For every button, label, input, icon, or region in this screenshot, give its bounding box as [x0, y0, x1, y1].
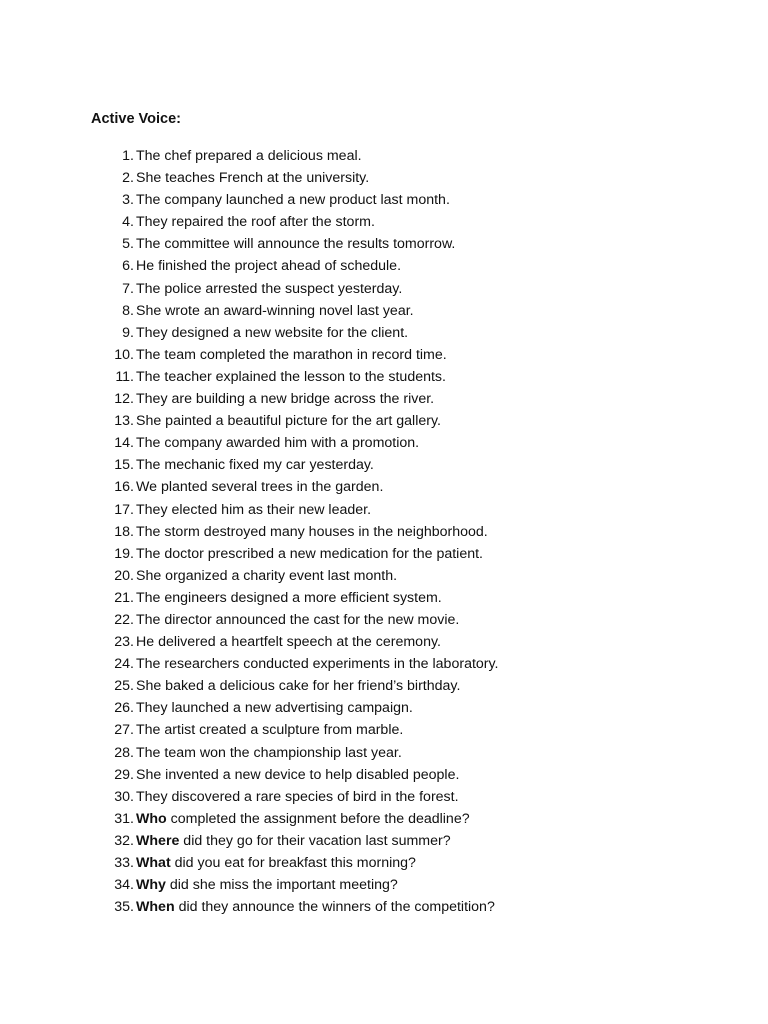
item-number: 32. — [114, 832, 134, 849]
item-sentence — [136, 521, 488, 543]
item-sentence — [136, 786, 459, 808]
item-number: 12. — [114, 391, 134, 408]
sentence-text: She painted a beautiful picture for the art gallery. — [136, 413, 441, 430]
item-sentence — [136, 344, 447, 366]
item-sentence — [136, 830, 451, 852]
item-sentence — [136, 543, 483, 565]
item-sentence — [136, 742, 402, 764]
question-word: What — [136, 855, 171, 871]
sentence-text: The company launched a new product last month. — [136, 192, 450, 209]
item-sentence — [136, 278, 402, 300]
item-sentence — [136, 874, 398, 896]
item-number: 23. — [114, 634, 134, 651]
item-number: 25. — [114, 678, 134, 695]
item-sentence — [136, 808, 470, 830]
sentence-text: They are building a new bridge across the river. — [136, 391, 435, 408]
item-number: 15. — [114, 457, 134, 474]
item-sentence — [136, 145, 362, 167]
item-number: 17. — [114, 501, 134, 518]
item-number: 21. — [114, 589, 134, 606]
sentence-text: The committee will announce the results tomorrow. — [136, 236, 456, 253]
item-sentence — [136, 167, 369, 189]
sentence-text: The chef prepared a delicious meal. — [136, 148, 362, 164]
item-sentence — [136, 388, 434, 410]
item-number: 26. — [114, 700, 134, 717]
sentence-text: The teacher explained the lesson to the students. — [136, 368, 446, 385]
item-number: 29. — [114, 766, 134, 783]
item-sentence — [136, 896, 495, 918]
sentence-text: He delivered a heartfelt speech at the ceremony. — [136, 634, 441, 651]
item-sentence — [136, 476, 383, 498]
section-heading: Active Voice: — [91, 111, 181, 127]
sentence-text: They repaired the roof after the storm. — [136, 214, 375, 231]
item-sentence — [136, 764, 459, 786]
item-number: 24. — [114, 656, 134, 673]
question-word: Where — [136, 832, 180, 849]
sentence-text: She organized a charity event last month. — [136, 567, 398, 584]
item-number: 2. — [122, 170, 134, 187]
sentence-text: She wrote an award-winning novel last year. — [136, 302, 414, 319]
sentence-text: completed the assignment before the deadline? — [166, 810, 470, 827]
item-sentence — [136, 300, 414, 322]
sentence-text: The team completed the marathon in record time. — [136, 346, 447, 363]
item-number: 5. — [122, 236, 134, 253]
item-number: 14. — [114, 435, 134, 452]
item-number: 35. — [114, 899, 134, 916]
item-sentence — [136, 697, 413, 719]
item-number: 19. — [114, 545, 134, 562]
item-sentence — [136, 565, 397, 587]
item-sentence — [136, 653, 499, 675]
sentence-text: The researchers conducted experiments in the laboratory. — [136, 656, 499, 673]
item-number: 7. — [122, 280, 134, 297]
question-word: When — [136, 899, 175, 916]
item-number: 16. — [114, 479, 134, 496]
item-sentence — [136, 609, 459, 631]
sentence-text: The police arrested the suspect yesterday. — [136, 280, 403, 297]
item-number: 18. — [114, 523, 134, 540]
item-number: 27. — [114, 722, 134, 739]
item-number: 31. — [114, 810, 134, 827]
sentence-text: The director announced the cast for the new movie. — [136, 611, 460, 628]
item-sentence — [136, 189, 450, 211]
sentence-text: She invented a new device to help disabled people. — [136, 766, 460, 783]
item-sentence — [136, 454, 374, 476]
sentence-text: The doctor prescribed a new medication for the patient. — [136, 545, 483, 562]
item-number: 20. — [114, 567, 134, 584]
item-sentence — [136, 587, 442, 609]
sentence-text: He finished the project ahead of schedule. — [136, 258, 402, 275]
item-number: 11. — [115, 368, 134, 385]
item-number: 34. — [114, 877, 134, 894]
item-number: 28. — [114, 744, 134, 761]
item-sentence — [136, 432, 419, 454]
question-word: Who — [136, 810, 167, 827]
sentence-text: They launched a new advertising campaign. — [136, 700, 413, 717]
item-sentence — [136, 366, 446, 388]
sentence-text: We planted several trees in the garden. — [136, 479, 384, 496]
sentence-text: The team won the championship last year. — [136, 744, 402, 761]
item-number: 4. — [122, 214, 134, 231]
item-sentence — [136, 852, 416, 874]
item-number: 8. — [122, 302, 134, 319]
sentence-text: They designed a new website for the client. — [136, 324, 409, 341]
sentence-text: The storm destroyed many houses in the neighborhood. — [136, 523, 488, 540]
sentence-text: She teaches French at the university. — [136, 170, 370, 187]
question-word: Why — [136, 877, 166, 894]
item-number: 30. — [114, 788, 134, 805]
sentence-text: The mechanic fixed my car yesterday. — [136, 457, 374, 474]
item-sentence — [136, 499, 371, 521]
item-number: 13. — [114, 413, 134, 430]
sentence-text: did they go for their vacation last summer? — [179, 832, 451, 849]
sentence-text: They discovered a rare species of bird in the forest. — [136, 788, 459, 805]
sentence-text: did they announce the winners of the competition? — [174, 899, 495, 916]
item-number: 22. — [114, 611, 134, 628]
sentence-text: She baked a delicious cake for her friend’s birthday. — [136, 678, 461, 695]
sentence-text: The engineers designed a more efficient system. — [136, 589, 442, 606]
sentence-text: did you eat for breakfast this morning? — [170, 855, 416, 871]
item-number: 9. — [122, 324, 134, 341]
item-number: 10. — [114, 346, 134, 363]
item-sentence — [136, 233, 455, 255]
sentence-text: The artist created a sculpture from marble. — [136, 722, 404, 739]
item-sentence — [136, 719, 403, 741]
item-sentence — [136, 255, 401, 277]
item-sentence — [136, 211, 375, 233]
item-number: 1. — [122, 148, 134, 164]
item-number: 3. — [122, 192, 134, 209]
item-sentence — [136, 675, 460, 697]
sentence-text: The company awarded him with a promotion. — [136, 435, 420, 452]
sentence-text: did she miss the important meeting? — [165, 877, 398, 894]
item-sentence — [136, 410, 441, 432]
item-sentence — [136, 322, 408, 344]
item-number: 6. — [122, 258, 134, 275]
item-number: 33. — [114, 855, 134, 871]
sentence-text: They elected him as their new leader. — [136, 501, 372, 518]
item-sentence — [136, 631, 441, 653]
